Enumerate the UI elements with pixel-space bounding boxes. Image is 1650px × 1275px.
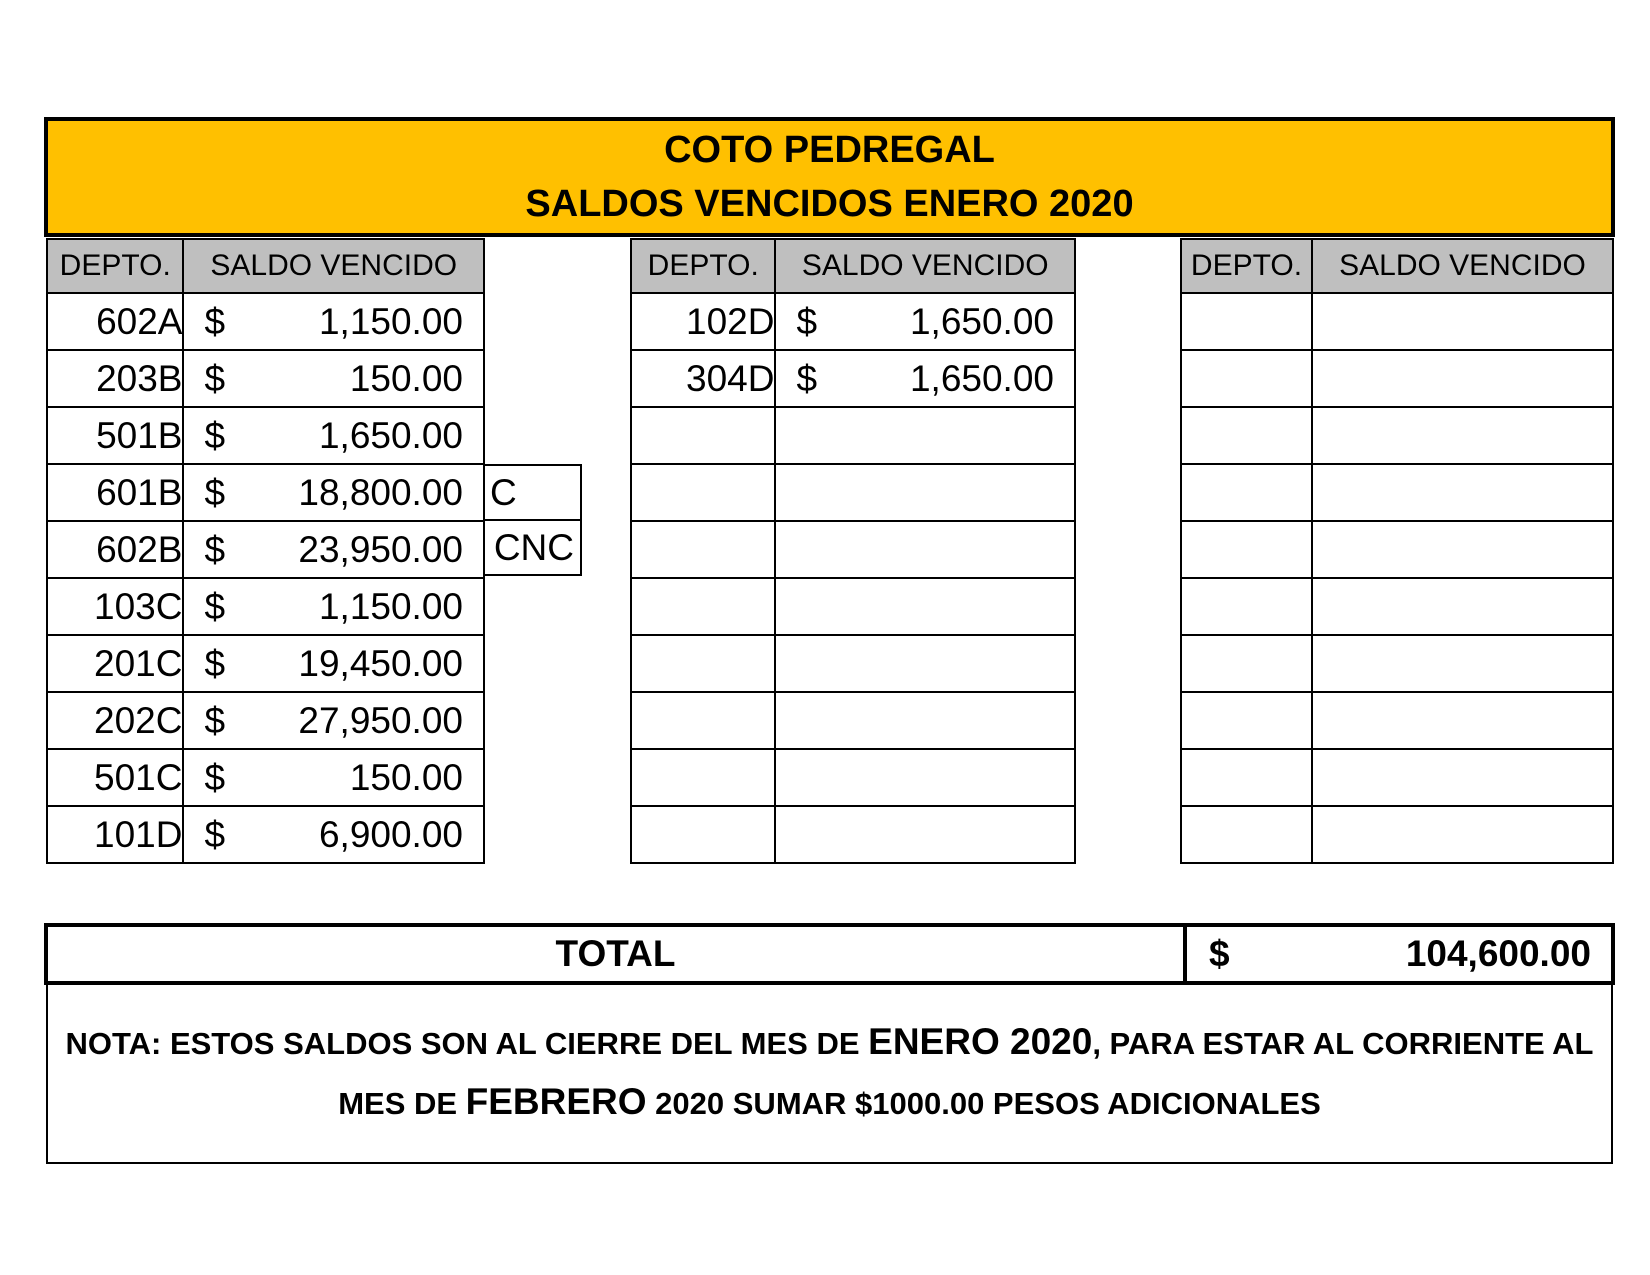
- note-month-highlight: ENERO 2020: [868, 1021, 1093, 1062]
- currency-symbol: $: [204, 300, 226, 342]
- table-row: [1181, 806, 1613, 863]
- depto-cell: [1181, 521, 1312, 578]
- table-row: [631, 749, 1075, 806]
- saldo-cell: [1312, 806, 1613, 863]
- saldo-cell: [775, 464, 1075, 521]
- title-line-1: COTO PEDREGAL: [664, 129, 995, 171]
- amount-value: 1,650.00: [909, 357, 1054, 399]
- table-row: [631, 350, 1075, 407]
- note-text: NOTA: ESTOS SALDOS SON AL CIERRE DEL MES DE: [65, 1026, 869, 1061]
- saldo-cell: [775, 407, 1075, 464]
- balances-table-1: [46, 238, 485, 864]
- saldo-cell: [775, 749, 1075, 806]
- depto-cell: 601B: [47, 464, 183, 521]
- saldo-cell: [1312, 407, 1613, 464]
- amount-value: 19,450.00: [298, 642, 463, 684]
- total-currency: $: [1209, 933, 1230, 974]
- sheet-title: [44, 117, 1615, 237]
- depto-cell: [631, 464, 775, 521]
- depto-cell: [1181, 464, 1312, 521]
- saldo-cell: [1312, 293, 1613, 350]
- depto-column-header: DEPTO.: [1181, 239, 1312, 293]
- depto-cell: [1181, 806, 1312, 863]
- table-row: [47, 635, 484, 692]
- table-row: [1181, 635, 1613, 692]
- title-line-2: SALDOS VENCIDOS ENERO 2020: [525, 183, 1134, 225]
- table-row: [1181, 692, 1613, 749]
- saldo-cell: [183, 692, 484, 749]
- total-amount-cell: [1187, 927, 1611, 981]
- saldo-cell: [775, 293, 1075, 350]
- currency-symbol: $: [204, 585, 226, 627]
- depto-cell: 304D: [631, 350, 775, 407]
- table-row: [631, 407, 1075, 464]
- currency-symbol: $: [796, 357, 818, 399]
- currency-symbol: $: [796, 300, 818, 342]
- table-row: [47, 749, 484, 806]
- table-row: [47, 293, 484, 350]
- table-row: [631, 635, 1075, 692]
- depto-cell: [1181, 578, 1312, 635]
- saldo-cell: [775, 806, 1075, 863]
- table-row: [47, 806, 484, 863]
- depto-cell: 501C: [47, 749, 183, 806]
- total-row: [44, 923, 1615, 985]
- side-note-c: C: [484, 464, 582, 521]
- table-row: [1181, 293, 1613, 350]
- saldo-cell: [183, 806, 484, 863]
- table-row: [631, 464, 1075, 521]
- table-row: [1181, 749, 1613, 806]
- saldo-cell: [183, 521, 484, 578]
- saldo-cell: [775, 635, 1075, 692]
- depto-cell: [631, 692, 775, 749]
- currency-symbol: $: [204, 357, 226, 399]
- depto-cell: [1181, 692, 1312, 749]
- depto-cell: 103C: [47, 578, 183, 635]
- saldo-cell: [183, 464, 484, 521]
- saldo-cell: [1312, 635, 1613, 692]
- note-line-2: [338, 1073, 1321, 1133]
- depto-cell: [1181, 635, 1312, 692]
- amount-value: 150.00: [349, 357, 463, 399]
- saldo-cell: [775, 521, 1075, 578]
- table-row: [47, 521, 484, 578]
- saldo-cell: [183, 293, 484, 350]
- amount-value: 6,900.00: [318, 813, 463, 855]
- amount-value: 23,950.00: [298, 528, 463, 570]
- depto-cell: 101D: [47, 806, 183, 863]
- table-header-row: [631, 239, 1075, 293]
- saldo-cell: [1312, 692, 1613, 749]
- saldo-cell: [775, 692, 1075, 749]
- table-row: [631, 521, 1075, 578]
- saldo-cell: [1312, 749, 1613, 806]
- balances-table-2: [630, 238, 1076, 864]
- table-row: [631, 578, 1075, 635]
- table-row: [1181, 521, 1613, 578]
- saldo-cell: [183, 578, 484, 635]
- amount-value: 1,150.00: [318, 300, 463, 342]
- depto-cell: [1181, 350, 1312, 407]
- depto-cell: 202C: [47, 692, 183, 749]
- depto-cell: [631, 578, 775, 635]
- table-row: [1181, 350, 1613, 407]
- table-row: [1181, 578, 1613, 635]
- note-month-highlight: FEBRERO: [465, 1081, 647, 1122]
- saldo-cell: [1312, 578, 1613, 635]
- note-text: MES DE: [338, 1086, 466, 1121]
- table-row: [47, 578, 484, 635]
- saldo-column-header: SALDO VENCIDO: [775, 239, 1075, 293]
- amount-value: 1,650.00: [318, 414, 463, 456]
- amount-value: 1,150.00: [318, 585, 463, 627]
- note-box: [46, 984, 1613, 1164]
- depto-cell: 602B: [47, 521, 183, 578]
- table-row: [47, 407, 484, 464]
- table-row: [631, 293, 1075, 350]
- currency-symbol: $: [204, 756, 226, 798]
- table-row: [1181, 407, 1613, 464]
- table-row: [631, 692, 1075, 749]
- depto-cell: 602A: [47, 293, 183, 350]
- depto-column-header: DEPTO.: [631, 239, 775, 293]
- amount-value: 27,950.00: [298, 699, 463, 741]
- saldo-cell: [183, 350, 484, 407]
- total-label: TOTAL: [48, 927, 1187, 981]
- balances-table-3: [1180, 238, 1614, 864]
- depto-cell: [1181, 749, 1312, 806]
- total-amount: 104,600.00: [1405, 933, 1591, 974]
- depto-cell: [1181, 293, 1312, 350]
- saldo-column-header: SALDO VENCIDO: [183, 239, 484, 293]
- depto-cell: [631, 407, 775, 464]
- currency-symbol: $: [204, 642, 226, 684]
- side-note-cnc: CNC: [484, 519, 582, 576]
- table-row: [47, 692, 484, 749]
- saldo-cell: [1312, 350, 1613, 407]
- table-row: [631, 806, 1075, 863]
- depto-cell: 501B: [47, 407, 183, 464]
- amount-value: 1,650.00: [909, 300, 1054, 342]
- saldo-column-header: SALDO VENCIDO: [1312, 239, 1613, 293]
- amount-value: 18,800.00: [298, 471, 463, 513]
- currency-symbol: $: [204, 528, 226, 570]
- depto-cell: [631, 749, 775, 806]
- note-text: , PARA ESTAR AL CORRIENTE AL: [1092, 1026, 1594, 1061]
- table-row: [47, 350, 484, 407]
- depto-column-header: DEPTO.: [47, 239, 183, 293]
- saldo-cell: [183, 407, 484, 464]
- currency-symbol: $: [204, 813, 226, 855]
- depto-cell: [631, 521, 775, 578]
- depto-cell: 102D: [631, 293, 775, 350]
- table-row: [1181, 464, 1613, 521]
- depto-cell: [631, 635, 775, 692]
- saldo-cell: [1312, 521, 1613, 578]
- note-line-1: [65, 1013, 1593, 1073]
- saldo-cell: [1312, 464, 1613, 521]
- saldo-cell: [183, 635, 484, 692]
- depto-cell: 203B: [47, 350, 183, 407]
- table-header-row: [47, 239, 484, 293]
- depto-cell: 201C: [47, 635, 183, 692]
- table-header-row: [1181, 239, 1613, 293]
- saldo-cell: [183, 749, 484, 806]
- currency-symbol: $: [204, 471, 226, 513]
- note-text: 2020 SUMAR $1000.00 PESOS ADICIONALES: [646, 1086, 1321, 1121]
- depto-cell: [631, 806, 775, 863]
- table-row: [47, 464, 484, 521]
- currency-symbol: $: [204, 699, 226, 741]
- saldo-cell: [775, 350, 1075, 407]
- currency-symbol: $: [204, 414, 226, 456]
- depto-cell: [1181, 407, 1312, 464]
- saldo-cell: [775, 578, 1075, 635]
- amount-value: 150.00: [349, 756, 463, 798]
